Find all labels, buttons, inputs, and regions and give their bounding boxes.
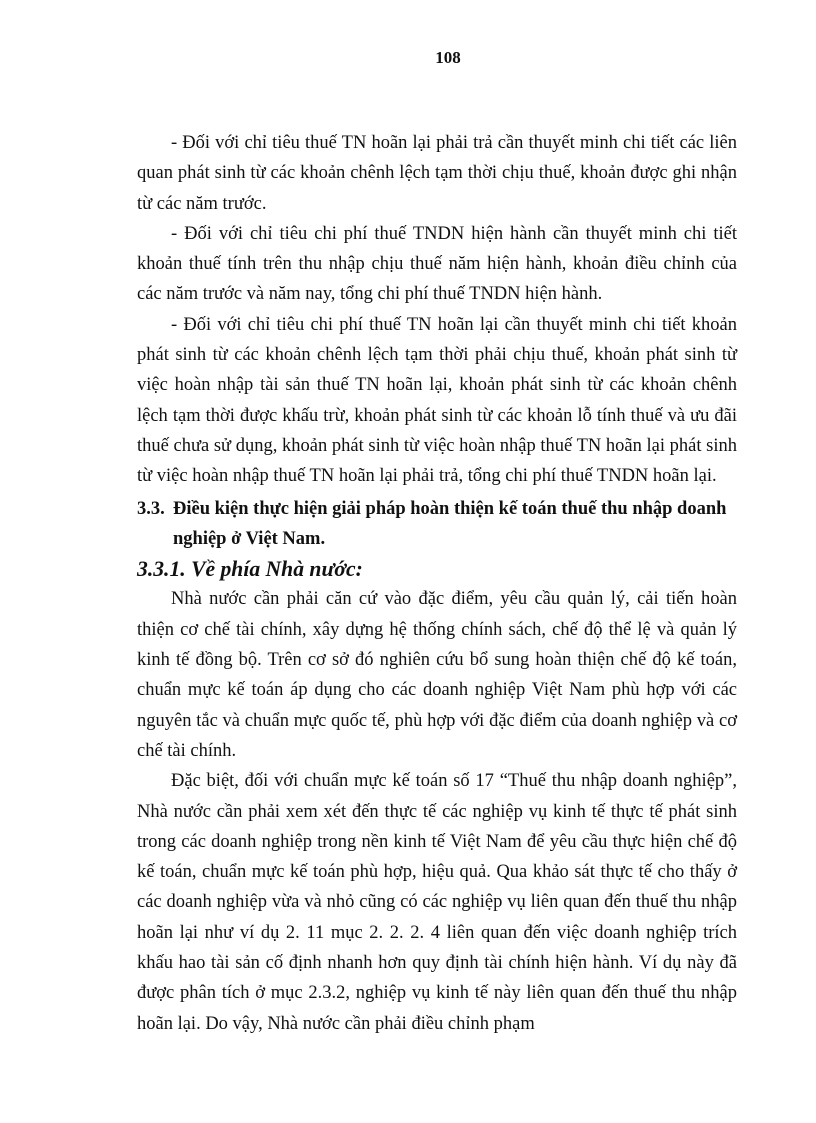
document-body xyxy=(137,128,737,1039)
paragraph-deferred-tax-expense: - Đối với chỉ tiêu chi phí thuế TN hoãn lại cần thuyết minh chi tiết khoản phát sinh từ các khoản chênh lệch tạm thời phải chịu thuế, khoản phát sinh từ việc hoàn nhập tài sản thuế TN hoãn lại, khoản phát sinh từ các khoản chênh lệch tạm thời được khấu trừ, khoản phát sinh từ các khoản lỗ tính thuế và ưu đãi thuế chưa sử dụng, khoản phát sinh từ việc hoàn nhập thuế TN hoãn lại phát sinh từ việc hoàn nhập thuế TN hoãn lại phải trả, tổng chi phí thuế TNDN hoãn lại. xyxy=(137,314,737,487)
section-number: 3.3. xyxy=(137,498,165,519)
paragraph-state-role: Nhà nước cần phải căn cứ vào đặc điểm, yêu cầu quản lý, cải tiến hoàn thiện cơ chế tài chính, xây dựng hệ thống chính sách, chế độ thể lệ và quản lý kinh tế đồng bộ. Trên cơ sở đó nghiên cứu bổ sung hoàn thiện chế độ kế toán, chuẩn mực kế toán áp dụng cho các doanh nghiệp Việt Nam phù hợp với các nguyên tắc và chuẩn mực quốc tế, phù hợp với đặc điểm của doanh nghiệp và cơ chế tài chính. xyxy=(137,589,737,761)
subsection-heading: 3.3.1. Về phía Nhà nước: xyxy=(137,557,363,582)
paragraph-deferred-tax-liability: - Đối với chỉ tiêu thuế TN hoãn lại phải trả cần thuyết minh chi tiết các liên quan phát sinh từ các khoản chênh lệch tạm thời chịu thuế, khoản được ghi nhận từ các năm trước. xyxy=(137,133,737,214)
page-number: 108 xyxy=(435,48,461,67)
section-heading xyxy=(137,494,737,555)
section-title: Điều kiện thực hiện giải pháp hoàn thiện kế toán thuế thu nhập doanh nghiệp ở Việt Nam. xyxy=(173,498,727,549)
paragraph-standard-17: Đặc biệt, đối với chuẩn mực kế toán số 17 “Thuế thu nhập doanh nghiệp”, Nhà nước cần phải xem xét đến thực tế các nghiệp vụ kinh tế thực tế phát sinh trong các doanh nghiệp trong nền kinh tế Việt Nam để yêu cầu thực hiện chế độ kế toán, chuẩn mực kế toán phù hợp, hiệu quả. Qua khảo sát thực tế cho thấy ở các doanh nghiệp vừa và nhỏ cũng có các nghiệp vụ liên quan đến thuế thu nhập hoãn lại như ví dụ 2. 11 mục 2. 2. 2. 4 liên quan đến việc doanh nghiệp trích khấu hao tài sản cố định nhanh hơn quy định tài chính hiện hành. Ví dụ này đã được phân tích ở mục 2.3.2, nghiệp vụ kinh tế này liên quan đến thuế thu nhập hoãn lại. Do vậy, Nhà nước cần phải điều chỉnh phạm xyxy=(137,771,737,1034)
paragraph-current-tax-expense: - Đối với chỉ tiêu chi phí thuế TNDN hiện hành cần thuyết minh chi tiết khoản thuế tính trên thu nhập chịu thuế năm hiện hành, khoản điều chỉnh của các năm trước và năm nay, tổng chi phí thuế TNDN hiện hành. xyxy=(137,223,737,305)
